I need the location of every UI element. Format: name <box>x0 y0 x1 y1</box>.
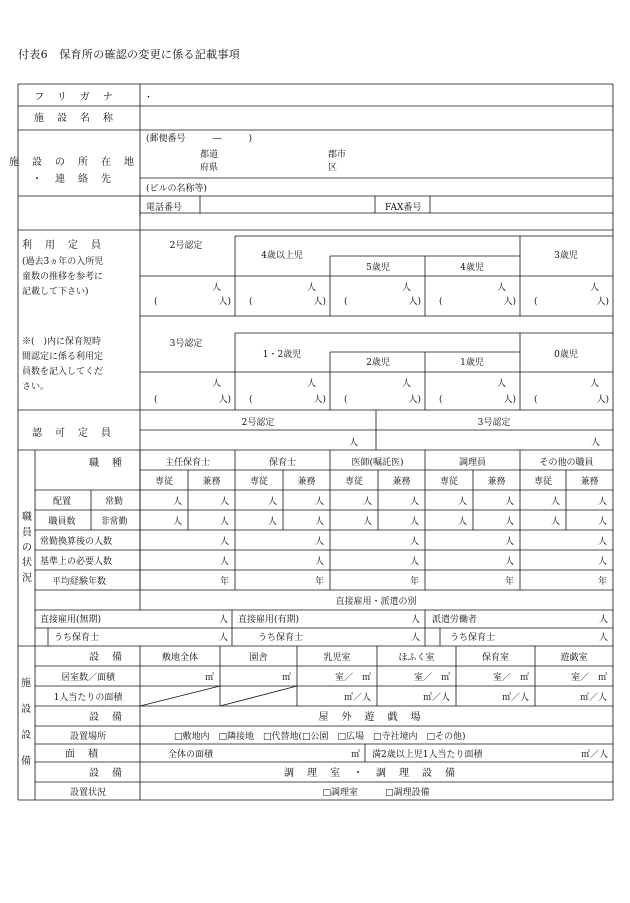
sqm-per-label: ㎡／人 <box>580 750 608 760</box>
capacity-note: 記載して下さい) <box>22 287 89 297</box>
unit-label: 人 <box>267 517 277 527</box>
rule-line <box>220 686 297 706</box>
unit-label: 人 <box>314 517 324 527</box>
employment-heading: 直接雇用・派遣の別 <box>335 597 417 607</box>
paren-label: ( <box>154 297 158 307</box>
unit-label: 人 <box>496 379 506 389</box>
form-title: 付表6 保育所の確認の変更に係る記載事項 <box>18 48 240 61</box>
under2-area-label: 満2歳以上児1人当たり面積 <box>372 750 483 760</box>
unit-label: 年 <box>597 577 607 587</box>
unit-label: 人 <box>590 438 600 448</box>
paren-unit-label: 人) <box>503 297 516 307</box>
placement-label-2: 職員数 <box>48 517 76 527</box>
install-label: 設置状況 <box>69 788 107 798</box>
facility-name-label: 施設名称 <box>34 113 126 124</box>
unit-label: 人 <box>410 633 420 643</box>
kenmu-label: 兼務 <box>297 477 316 487</box>
equipment-label-3: 設備 <box>89 768 135 779</box>
sqm-label: ㎡ <box>281 673 291 683</box>
address-label: 施設の所在地 <box>9 157 147 168</box>
room-sqm-label: 室／ ㎡ <box>492 673 529 683</box>
sqm-label: ㎡ <box>204 673 214 683</box>
unit-label: 人 <box>597 517 607 527</box>
unit-label: 人 <box>597 557 607 567</box>
location-label: 設置場所 <box>69 732 107 742</box>
required-label: 基準上の必要人数 <box>40 557 113 567</box>
placement-label: 配置 <box>52 497 72 507</box>
age2-label: 2歳児 <box>366 358 390 368</box>
age12-label: 1・2歳児 <box>262 350 302 360</box>
paren-unit-label: 人) <box>596 297 609 307</box>
paren-unit-label: 人) <box>313 297 326 307</box>
city-label: 郡市 <box>328 150 347 160</box>
unit-label: 人 <box>172 497 182 507</box>
unit-label: 人 <box>314 557 324 567</box>
facility-col-header: 保育室 <box>481 653 510 663</box>
approved-heading: 認可定員 <box>32 428 124 439</box>
paren-label: ( <box>344 297 348 307</box>
kenmu-label: 兼務 <box>580 477 599 487</box>
age3-label: 3歳児 <box>554 251 578 261</box>
unit-label: 人 <box>597 497 607 507</box>
paren-label: ( <box>534 395 538 405</box>
staff-col-header: 医師(嘱託医) <box>351 458 404 468</box>
postal-code-label: (郵便番号 ― ) <box>146 134 253 144</box>
equipment-label: 設備 <box>89 652 135 663</box>
unit-label: 人 <box>409 517 419 527</box>
fax-label: FAX番号 <box>385 203 422 213</box>
senju-label: 専従 <box>344 477 364 487</box>
prefecture-label: 都道 <box>200 150 219 160</box>
unit-label: 人 <box>597 537 607 547</box>
job-type-label: 職種 <box>89 458 135 469</box>
unit-label: 人 <box>496 283 506 293</box>
install-options: □調理室 □調理設備 <box>322 788 430 798</box>
unit-label: 人 <box>598 633 608 643</box>
per-person-label: 1人当たりの面積 <box>53 693 123 703</box>
kenmu-label: 兼務 <box>487 477 506 487</box>
capacity-note: さい。 <box>22 382 50 392</box>
paren-label: ( <box>344 395 348 405</box>
paren-label: ( <box>534 297 538 307</box>
unit-label: 人 <box>550 517 560 527</box>
paren-label: ( <box>439 297 443 307</box>
phone-label: 電話番号 <box>146 203 183 213</box>
paren-unit-label: 人) <box>408 297 421 307</box>
staff-side-label: 職員の状況 <box>22 512 32 584</box>
capacity-note: ※( )内に保育短時 <box>22 337 102 347</box>
area-label: 面積 <box>65 749 111 760</box>
of-which-label: うち保育士 <box>450 633 496 643</box>
sqm-label: ㎡ <box>350 750 360 760</box>
prefecture-label-2: 府県 <box>200 163 219 173</box>
unit-label: 人 <box>219 557 229 567</box>
unit-label: 人 <box>410 615 420 625</box>
unit-label: 人 <box>401 379 411 389</box>
age5-label: 5歳児 <box>366 263 390 273</box>
unit-label: 年 <box>504 577 514 587</box>
rule-line <box>140 686 220 706</box>
ward-label: 区 <box>328 163 338 173</box>
unit-label: 年 <box>219 577 229 587</box>
paren-unit-label: 人) <box>218 395 231 405</box>
facility-col-header: 園舎 <box>249 653 268 663</box>
unit-label: 人 <box>457 517 467 527</box>
unit-label: 人 <box>314 537 324 547</box>
furigana-value: ・ <box>144 93 154 103</box>
unit-label: 人 <box>219 497 229 507</box>
unit-label: 人 <box>409 557 419 567</box>
unit-label: 人 <box>219 517 229 527</box>
paren-label: ( <box>249 297 253 307</box>
unit-label: 人 <box>589 283 599 293</box>
facility-side-label: 施設設備 <box>21 678 31 767</box>
unit-label: 人 <box>362 517 372 527</box>
facility-col-header: 敷地全体 <box>161 653 199 663</box>
unit-label: 人 <box>598 615 608 625</box>
furigana-label: フリガナ <box>34 92 126 103</box>
conversion-label: 常勤換算後の人数 <box>40 537 113 547</box>
paren-unit-label: 人) <box>503 395 516 405</box>
paren-unit-label: 人) <box>408 395 421 405</box>
unit-label: 人 <box>457 497 467 507</box>
fulltime-label: 常勤 <box>104 497 124 507</box>
sqm-per-label: ㎡／人 <box>422 693 450 703</box>
form-labels <box>9 91 609 798</box>
direct-fixed-label: 直接雇用(有期) <box>238 615 300 625</box>
approved-cert3: 3号認定 <box>477 418 511 428</box>
parttime-label: 非常勤 <box>100 517 128 527</box>
sqm-per-label: ㎡／人 <box>343 693 371 703</box>
unit-label: 人 <box>504 537 514 547</box>
senju-label: 専従 <box>533 477 553 487</box>
room-sqm-label: 室／ ㎡ <box>570 673 607 683</box>
senju-label: 専従 <box>249 477 269 487</box>
contact-label: ・連絡先 <box>32 174 124 185</box>
unit-label: 人 <box>589 379 599 389</box>
unit-label: 人 <box>219 537 229 547</box>
paren-label: ( <box>154 395 158 405</box>
staff-col-header: その他の職員 <box>539 458 594 468</box>
capacity-note: 間認定に係る利用定 <box>22 352 104 362</box>
age0-label: 0歳児 <box>554 350 578 360</box>
unit-label: 年 <box>409 577 419 587</box>
dispatch-label: 派遣労働者 <box>432 615 478 625</box>
age1-label: 1歳児 <box>460 358 484 368</box>
equipment-label-2: 設備 <box>89 712 135 723</box>
unit-label: 人 <box>267 497 277 507</box>
unit-label: 人 <box>409 537 419 547</box>
unit-label: 人 <box>409 497 419 507</box>
unit-label: 人 <box>218 615 228 625</box>
unit-label: 人 <box>211 283 221 293</box>
capacity-heading: 利用定員 <box>22 240 114 251</box>
total-area-label: 全体の面積 <box>168 750 214 760</box>
room-sqm-label: 室／ ㎡ <box>413 673 450 683</box>
avg-years-label: 平均経験年数 <box>52 577 107 587</box>
unit-label: 年 <box>314 577 324 587</box>
room-sqm-label: 室／ ㎡ <box>334 673 371 683</box>
staff-col-header: 保育士 <box>268 458 297 468</box>
facility-col-header: 乳児室 <box>323 653 351 663</box>
kenmu-label: 兼務 <box>202 477 221 487</box>
paren-label: ( <box>439 395 443 405</box>
unit-label: 人 <box>362 497 372 507</box>
unit-label: 人 <box>314 497 324 507</box>
capacity-note: 童数の推移を参考に <box>22 272 104 282</box>
cert2-label: 2号認定 <box>169 241 203 251</box>
location-options: □敷地内 □隣接地 □代替地(□公園 □広場 □寺社境内 □その他) <box>174 732 466 742</box>
unit-label: 人 <box>348 438 358 448</box>
unit-label: 人 <box>504 497 514 507</box>
senju-label: 専従 <box>439 477 459 487</box>
staff-col-header: 調理員 <box>458 458 487 468</box>
age4plus-label: 4歳以上児 <box>261 251 303 261</box>
unit-label: 人 <box>504 517 514 527</box>
facility-col-header: 遊戯室 <box>560 653 588 663</box>
outdoor-play-label: 屋外遊戯場 <box>318 712 434 723</box>
paren-label: ( <box>249 395 253 405</box>
capacity-note: (過去3ヵ年の入所児 <box>22 257 104 267</box>
senju-label: 専従 <box>154 477 174 487</box>
unit-label: 人 <box>550 497 560 507</box>
sqm-per-label: ㎡／人 <box>501 693 529 703</box>
cert3-label: 3号認定 <box>169 339 203 349</box>
unit-label: 人 <box>504 557 514 567</box>
age4-label: 4歳児 <box>460 263 484 273</box>
kenmu-label: 兼務 <box>392 477 411 487</box>
paren-unit-label: 人) <box>313 395 326 405</box>
unit-label: 人 <box>306 379 316 389</box>
of-which-label: うち保育士 <box>258 633 304 643</box>
sqm-per-label: ㎡／人 <box>579 693 607 703</box>
building-name-label: (ビルの名称等) <box>146 184 208 194</box>
paren-unit-label: 人) <box>218 297 231 307</box>
of-which-label: うち保育士 <box>54 633 100 643</box>
paren-unit-label: 人) <box>596 395 609 405</box>
unit-label: 人 <box>218 633 228 643</box>
unit-label: 人 <box>306 283 316 293</box>
unit-label: 人 <box>401 283 411 293</box>
facility-col-header: ほふく室 <box>398 653 435 663</box>
rooms-area-label: 居室数／面積 <box>60 673 116 683</box>
capacity-note: 員数を記入してくだ <box>22 367 104 377</box>
unit-label: 人 <box>211 379 221 389</box>
staff-col-header: 主任保育士 <box>164 458 211 468</box>
direct-indef-label: 直接雇用(無期) <box>40 615 102 625</box>
unit-label: 人 <box>172 517 182 527</box>
approved-cert2: 2号認定 <box>241 418 275 428</box>
kitchen-label: 調理室・調理設備 <box>284 768 468 779</box>
